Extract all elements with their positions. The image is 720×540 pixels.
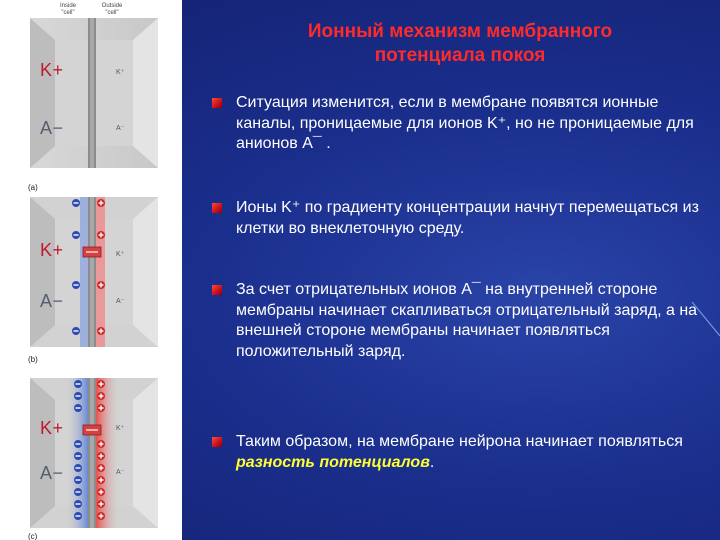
panel-b-a-label: A−: [40, 291, 64, 311]
panel-a-letter: (a): [28, 183, 38, 192]
highlight-term: разность потенциалов: [236, 453, 430, 471]
bullet-text-3: За счет отрицательных ионов A¯ на внутренней стороне мембраны начинает скапливаться отрицательный заряд, а на внешней стороне мембраны начинает появляться положительный заряд.: [236, 281, 698, 360]
panel-b-letter: (b): [28, 355, 38, 364]
inside-cell-header: Inside "cell": [59, 3, 76, 16]
bullet-marker-icon: [212, 98, 222, 108]
panel-c-letter: (c): [28, 532, 38, 540]
panel-a-k-small: K⁺: [116, 69, 125, 76]
panel-c-k-small: K⁺: [116, 425, 125, 432]
bullet-text-2: Ионы K⁺ по градиенту концентрации начнут перемещаться из клетки во внеклеточную среду.: [236, 199, 699, 237]
panel-c-diagram: [0, 378, 182, 540]
outside-cell-header: Outside "cell": [101, 3, 123, 16]
panel-c-a-small: A⁻: [116, 469, 125, 476]
bullet-marker-icon: [212, 203, 222, 213]
bullet-marker-icon: [212, 285, 222, 295]
panel-a-diagram: [0, 18, 182, 183]
panel-b-k-small: K⁺: [116, 251, 125, 258]
panel-a-a-label: A−: [40, 118, 64, 138]
slide-title: Ионный механизм мембранного потенциала покоя: [307, 21, 613, 66]
panel-b-a-small: A⁻: [116, 298, 125, 305]
panel-c-a-label: A−: [40, 463, 64, 483]
bullet-marker-icon: [212, 437, 222, 447]
bullet-text-4: Таким образом, на мембране нейрона начинает появляться разность потенциалов.: [236, 433, 683, 471]
panel-b-diagram: [0, 197, 182, 357]
panel-b-k-label: K+: [40, 240, 64, 260]
bullet-text-1: Ситуация изменится, если в мембране появятся ионные каналы, проницаемые для ионов K⁺, но не проницаемые для анионов A¯ .: [236, 94, 694, 152]
panel-c-k-label: K+: [40, 418, 64, 438]
decorative-line: [690, 300, 720, 340]
panel-a-a-small: A⁻: [116, 125, 125, 132]
panel-a-k-label: K+: [40, 60, 64, 80]
membrane-figure: [0, 0, 182, 540]
